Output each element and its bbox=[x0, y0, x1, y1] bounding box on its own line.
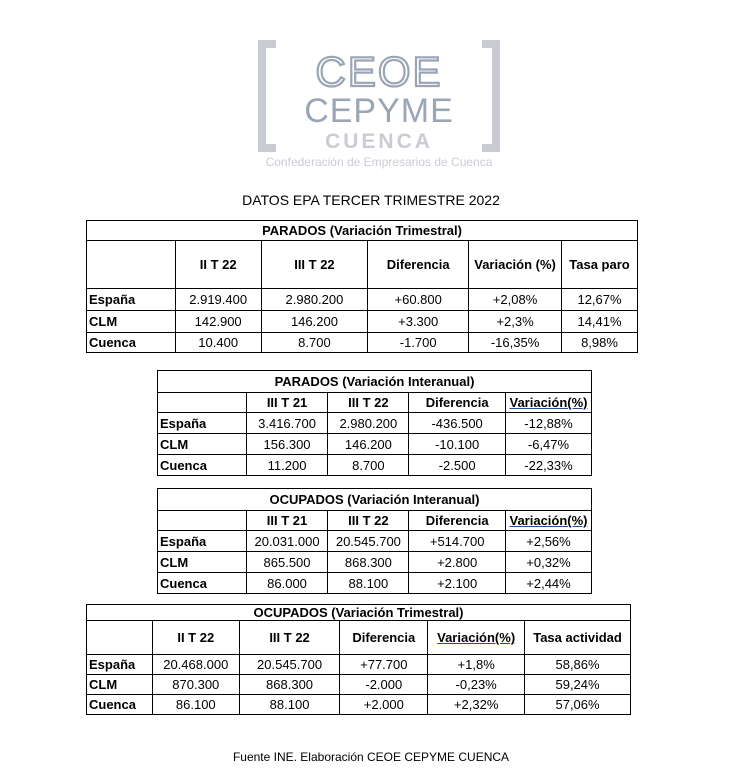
column-header: III T 22 bbox=[261, 241, 368, 289]
cell: 865.500 bbox=[246, 552, 328, 573]
row-label: Cuenca bbox=[87, 695, 153, 715]
column-header: III T 21 bbox=[246, 511, 328, 531]
cell: +2,44% bbox=[506, 573, 592, 594]
source-footer: Fuente INE. Elaboración CEOE CEPYME CUENCA bbox=[232, 750, 510, 764]
cell: 156.300 bbox=[246, 434, 328, 455]
header-empty bbox=[87, 241, 176, 289]
cell: -2.000 bbox=[340, 675, 428, 695]
column-header: Diferencia bbox=[409, 393, 506, 413]
cell: -16,35% bbox=[469, 333, 562, 353]
column-header: Diferencia bbox=[409, 511, 506, 531]
row-label: Cuenca bbox=[87, 333, 176, 353]
cell: 868.300 bbox=[239, 675, 340, 695]
cell: 14,41% bbox=[562, 311, 638, 333]
table-caption: PARADOS (Variación Interanual) bbox=[158, 371, 592, 393]
column-header: III T 21 bbox=[246, 393, 328, 413]
cell: 2.980.200 bbox=[328, 413, 409, 434]
cell: 20.545.700 bbox=[328, 531, 409, 552]
column-header: III T 22 bbox=[239, 621, 340, 655]
logo-line1: CEOE bbox=[315, 48, 443, 95]
cell: -22,33% bbox=[506, 455, 592, 476]
cell: +2,08% bbox=[469, 289, 562, 311]
cell: 88.100 bbox=[239, 695, 340, 715]
logo-line3: CUENCA bbox=[325, 130, 433, 153]
cell: +2,32% bbox=[428, 695, 525, 715]
cell: 146.200 bbox=[328, 434, 409, 455]
cell: 868.300 bbox=[328, 552, 409, 573]
column-header: II T 22 bbox=[152, 621, 239, 655]
cell: -436.500 bbox=[409, 413, 506, 434]
header-empty bbox=[87, 621, 153, 655]
cell: +514.700 bbox=[409, 531, 506, 552]
column-header: Tasa actividad bbox=[525, 621, 631, 655]
cell: +1,8% bbox=[428, 655, 525, 675]
cell: +2.800 bbox=[409, 552, 506, 573]
cell: 86.000 bbox=[246, 573, 328, 594]
column-header: Variación(%) bbox=[506, 393, 592, 413]
cell: -12,88% bbox=[506, 413, 592, 434]
cell: +2,56% bbox=[506, 531, 592, 552]
cell: +77.700 bbox=[340, 655, 428, 675]
cell: +2.100 bbox=[409, 573, 506, 594]
cell: -2.500 bbox=[409, 455, 506, 476]
cell: -6,47% bbox=[506, 434, 592, 455]
cell: 88.100 bbox=[328, 573, 409, 594]
logo-line2: CEPYME bbox=[304, 92, 454, 130]
table-parados-trimestral bbox=[86, 220, 638, 353]
cell: 20.468.000 bbox=[152, 655, 239, 675]
table-ocupados-interanual bbox=[157, 488, 592, 594]
row-label: España bbox=[158, 413, 247, 434]
table-caption: OCUPADOS (Variación Trimestral) bbox=[87, 605, 631, 621]
cell: 870.300 bbox=[152, 675, 239, 695]
cell: +0,32% bbox=[506, 552, 592, 573]
row-label: Cuenca bbox=[158, 573, 247, 594]
cell: -0,23% bbox=[428, 675, 525, 695]
column-header: Diferencia bbox=[340, 621, 428, 655]
table-parados-interanual bbox=[157, 370, 592, 476]
column-header: Diferencia bbox=[368, 241, 469, 289]
cell: +2,3% bbox=[469, 311, 562, 333]
column-header: Tasa paro bbox=[562, 241, 638, 289]
cell: 2.919.400 bbox=[175, 289, 261, 311]
row-label: Cuenca bbox=[158, 455, 247, 476]
cell: 3.416.700 bbox=[246, 413, 328, 434]
cell: 8.700 bbox=[261, 333, 368, 353]
row-label: CLM bbox=[158, 434, 247, 455]
cell: -10.100 bbox=[409, 434, 506, 455]
table-caption: PARADOS (Variación Trimestral) bbox=[87, 221, 638, 241]
cell: 58,86% bbox=[525, 655, 631, 675]
cell: 12,67% bbox=[562, 289, 638, 311]
column-header: Variación (%) bbox=[469, 241, 562, 289]
cell: 20.031.000 bbox=[246, 531, 328, 552]
ceoe-cepyme-cuenca-logo bbox=[258, 40, 500, 170]
column-header: Variación(%) bbox=[428, 621, 525, 655]
row-label: CLM bbox=[87, 675, 153, 695]
column-header: Variación(%) bbox=[506, 511, 592, 531]
table-caption: OCUPADOS (Variación Interanual) bbox=[158, 489, 592, 511]
header-empty bbox=[158, 393, 247, 413]
column-header: III T 22 bbox=[328, 393, 409, 413]
cell: 8,98% bbox=[562, 333, 638, 353]
row-label: España bbox=[158, 531, 247, 552]
column-header: II T 22 bbox=[175, 241, 261, 289]
cell: 8.700 bbox=[328, 455, 409, 476]
column-header: III T 22 bbox=[328, 511, 409, 531]
row-label: España bbox=[87, 289, 176, 311]
header-empty bbox=[158, 511, 247, 531]
cell: 146.200 bbox=[261, 311, 368, 333]
logo-tagline: Confederación de Empresarios de Cuenca bbox=[265, 155, 493, 169]
cell: +60.800 bbox=[368, 289, 469, 311]
cell: 57,06% bbox=[525, 695, 631, 715]
page-title: DATOS EPA TERCER TRIMESTRE 2022 bbox=[242, 192, 500, 208]
cell: 86.100 bbox=[152, 695, 239, 715]
cell: 10.400 bbox=[175, 333, 261, 353]
cell: +2.000 bbox=[340, 695, 428, 715]
row-label: CLM bbox=[158, 552, 247, 573]
row-label: España bbox=[87, 655, 153, 675]
row-label: CLM bbox=[87, 311, 176, 333]
cell: 2.980.200 bbox=[261, 289, 368, 311]
cell: 11.200 bbox=[246, 455, 328, 476]
cell: 20.545.700 bbox=[239, 655, 340, 675]
cell: +3.300 bbox=[368, 311, 469, 333]
cell: 142.900 bbox=[175, 311, 261, 333]
cell: -1.700 bbox=[368, 333, 469, 353]
table-ocupados-trimestral bbox=[86, 604, 631, 715]
cell: 59,24% bbox=[525, 675, 631, 695]
